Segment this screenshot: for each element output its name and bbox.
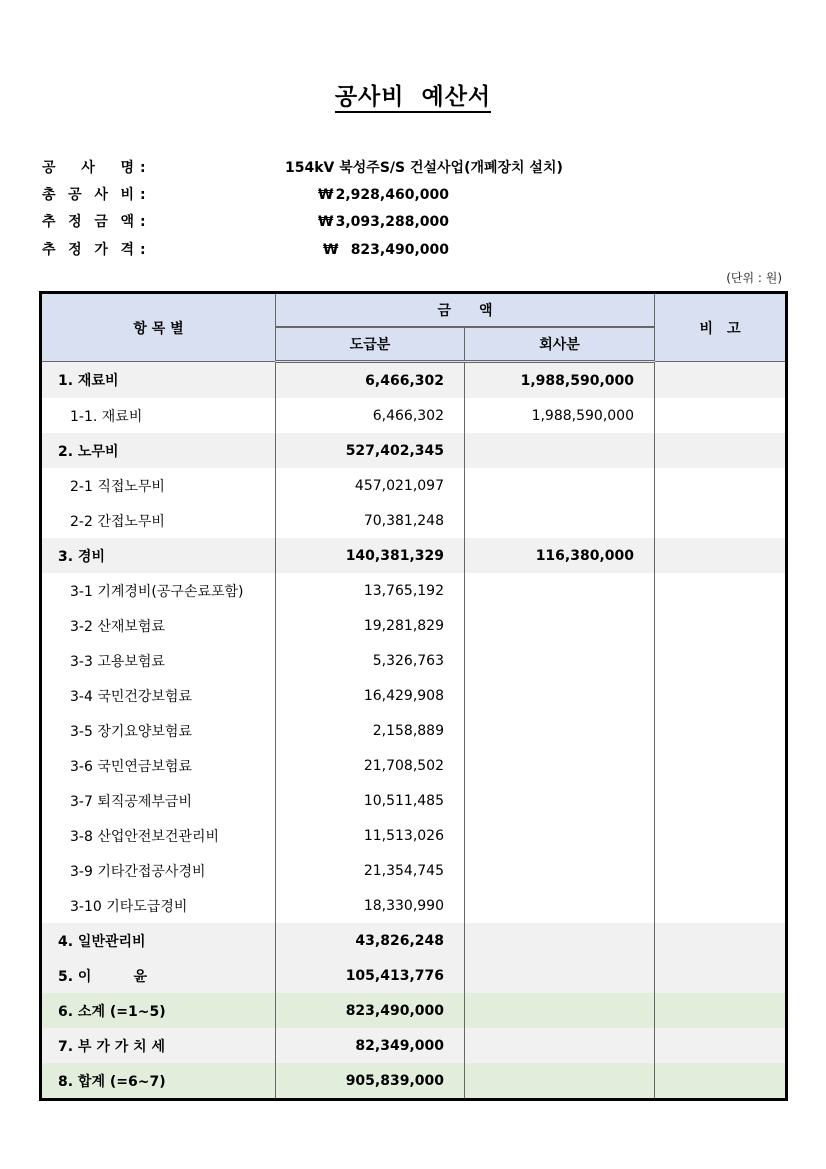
row-contract-amount: 43,826,248 (276, 923, 465, 958)
row-item-name: 3-4 국민건강보험료 (41, 678, 276, 713)
row-remarks (655, 713, 787, 748)
table-row (41, 958, 787, 993)
row-item-name: 4. 일반관리비 (41, 923, 276, 958)
info-label-char: 정 (68, 242, 82, 258)
table-row (41, 923, 787, 958)
row-company-amount: 1,988,590,000 (465, 398, 655, 433)
info-amount: 3,093,288,000 (335, 214, 449, 230)
info-label (42, 212, 134, 232)
row-contract-amount: 82,349,000 (276, 1028, 465, 1063)
row-remarks (655, 468, 787, 503)
row-item-name: 3-9 기타간접공사경비 (41, 853, 276, 888)
row-item-name: 8. 합계 (=6~7) (41, 1063, 276, 1100)
row-contract-amount: 457,021,097 (276, 468, 465, 503)
row-item-name: 3-1 기계경비(공구손료포함) (41, 573, 276, 608)
header-item: 항 목 별 (41, 293, 276, 362)
row-contract-amount: 905,839,000 (276, 1063, 465, 1100)
row-contract-amount: 6,466,302 (276, 362, 465, 399)
info-label-char: 가 (94, 242, 108, 258)
row-item-name: 3-5 장기요양보험료 (41, 713, 276, 748)
table-row (41, 608, 787, 643)
row-item-name: 3-2 산재보험료 (41, 608, 276, 643)
won-sign-icon: ₩ (323, 242, 339, 258)
info-label-char: 추 (42, 214, 56, 230)
row-remarks (655, 433, 787, 468)
table-row (41, 398, 787, 433)
table-row (41, 678, 787, 713)
info-colon: : (140, 160, 146, 176)
row-item-name: 3-10 기타도급경비 (41, 888, 276, 923)
info-label (42, 185, 134, 205)
header-amount: 금 액 (276, 293, 655, 328)
info-label-char: 비 (120, 187, 134, 203)
row-company-amount (465, 643, 655, 678)
row-contract-amount: 11,513,026 (276, 818, 465, 853)
row-remarks (655, 748, 787, 783)
table-row (41, 713, 787, 748)
info-amount: 2,928,460,000 (335, 187, 449, 203)
table-row (41, 433, 787, 468)
row-remarks (655, 888, 787, 923)
row-item-name: 3-7 퇴직공제부금비 (41, 783, 276, 818)
row-remarks (655, 643, 787, 678)
row-company-amount (465, 1063, 655, 1100)
document-title (0, 78, 826, 111)
info-label-char: 공 (42, 160, 56, 176)
row-company-amount (465, 678, 655, 713)
row-remarks (655, 503, 787, 538)
row-company-amount (465, 748, 655, 783)
table-body (41, 362, 787, 1100)
row-contract-amount: 19,281,829 (276, 608, 465, 643)
row-item-name: 3-6 국민연금보험료 (41, 748, 276, 783)
info-value: 154kV 북성주S/S 건설사업(개폐장치 설치) (285, 160, 563, 176)
row-contract-amount: 21,354,745 (276, 853, 465, 888)
table-row (41, 1028, 787, 1063)
header-company: 회사분 (465, 327, 655, 362)
info-label-char: 정 (68, 214, 82, 230)
row-item-name: 1. 재료비 (41, 362, 276, 399)
row-remarks (655, 993, 787, 1028)
row-company-amount (465, 503, 655, 538)
info-amount: 823,490,000 (350, 242, 449, 258)
row-contract-amount: 5,326,763 (276, 643, 465, 678)
row-item-name: 6. 소계 (=1~5) (41, 993, 276, 1028)
row-item-name: 2-2 간접노무비 (41, 503, 276, 538)
row-contract-amount: 13,765,192 (276, 573, 465, 608)
info-label-char: 추 (42, 242, 56, 258)
info-label-char: 공 (68, 187, 82, 203)
won-sign-icon: ₩ (318, 214, 334, 230)
info-colon: : (140, 187, 146, 203)
row-company-amount (465, 818, 655, 853)
info-label-char: 금 (94, 214, 108, 230)
table-row (41, 853, 787, 888)
row-item-name: 2-1 직접노무비 (41, 468, 276, 503)
info-label-char: 사 (81, 160, 95, 176)
info-label (42, 240, 134, 260)
row-company-amount (465, 783, 655, 818)
row-company-amount (465, 468, 655, 503)
row-company-amount (465, 853, 655, 888)
row-remarks (655, 958, 787, 993)
row-remarks (655, 923, 787, 958)
row-item-name: 3-3 고용보험료 (41, 643, 276, 678)
row-remarks (655, 1028, 787, 1063)
row-company-amount (465, 888, 655, 923)
info-label (42, 158, 134, 178)
table-row (41, 748, 787, 783)
table-row (41, 538, 787, 573)
row-contract-amount: 6,466,302 (276, 398, 465, 433)
info-label-char: 사 (94, 187, 108, 203)
header-remarks: 비 고 (655, 293, 787, 362)
row-contract-amount: 10,511,485 (276, 783, 465, 818)
row-company-amount (465, 713, 655, 748)
row-remarks (655, 1063, 787, 1100)
row-company-amount: 116,380,000 (465, 538, 655, 573)
row-remarks (655, 538, 787, 573)
row-remarks (655, 573, 787, 608)
row-contract-amount: 70,381,248 (276, 503, 465, 538)
table-row (41, 1063, 787, 1100)
table-row (41, 362, 787, 399)
row-company-amount (465, 923, 655, 958)
info-label-char: 총 (42, 187, 56, 203)
table-row (41, 468, 787, 503)
row-contract-amount: 823,490,000 (276, 993, 465, 1028)
row-remarks (655, 783, 787, 818)
info-colon: : (140, 214, 146, 230)
row-remarks (655, 853, 787, 888)
row-company-amount (465, 958, 655, 993)
row-remarks (655, 818, 787, 853)
document-title-text: 공사비 예산서 (335, 84, 491, 113)
row-item-name: 7. 부 가 가 치 세 (41, 1028, 276, 1063)
row-company-amount: 1,988,590,000 (465, 362, 655, 399)
row-contract-amount: 16,429,908 (276, 678, 465, 713)
row-company-amount (465, 993, 655, 1028)
row-item-name: 3-8 산업안전보건관리비 (41, 818, 276, 853)
row-remarks (655, 362, 787, 399)
row-company-amount (465, 608, 655, 643)
row-item-name: 1-1. 재료비 (41, 398, 276, 433)
row-company-amount (465, 573, 655, 608)
row-item-name: 3. 경비 (41, 538, 276, 573)
header-contract: 도급분 (276, 327, 465, 362)
row-contract-amount: 2,158,889 (276, 713, 465, 748)
row-item-name: 5. 이 윤 (41, 958, 276, 993)
table-row (41, 993, 787, 1028)
row-contract-amount: 140,381,329 (276, 538, 465, 573)
unit-note: (단위 : 원) (726, 271, 782, 285)
row-contract-amount: 105,413,776 (276, 958, 465, 993)
table-row (41, 503, 787, 538)
table-row (41, 888, 787, 923)
info-label-char: 격 (120, 242, 134, 258)
table-row (41, 818, 787, 853)
row-item-name: 2. 노무비 (41, 433, 276, 468)
row-contract-amount: 527,402,345 (276, 433, 465, 468)
table-row (41, 573, 787, 608)
row-remarks (655, 608, 787, 643)
row-company-amount (465, 1028, 655, 1063)
row-company-amount (465, 433, 655, 468)
row-contract-amount: 18,330,990 (276, 888, 465, 923)
row-contract-amount: 21,708,502 (276, 748, 465, 783)
info-label-char: 액 (120, 214, 134, 230)
table-row (41, 643, 787, 678)
won-sign-icon: ₩ (318, 187, 334, 203)
row-remarks (655, 398, 787, 433)
info-colon: : (140, 242, 146, 258)
table-row (41, 783, 787, 818)
info-label-char: 명 (120, 160, 134, 176)
row-remarks (655, 678, 787, 713)
budget-table (39, 291, 788, 1101)
